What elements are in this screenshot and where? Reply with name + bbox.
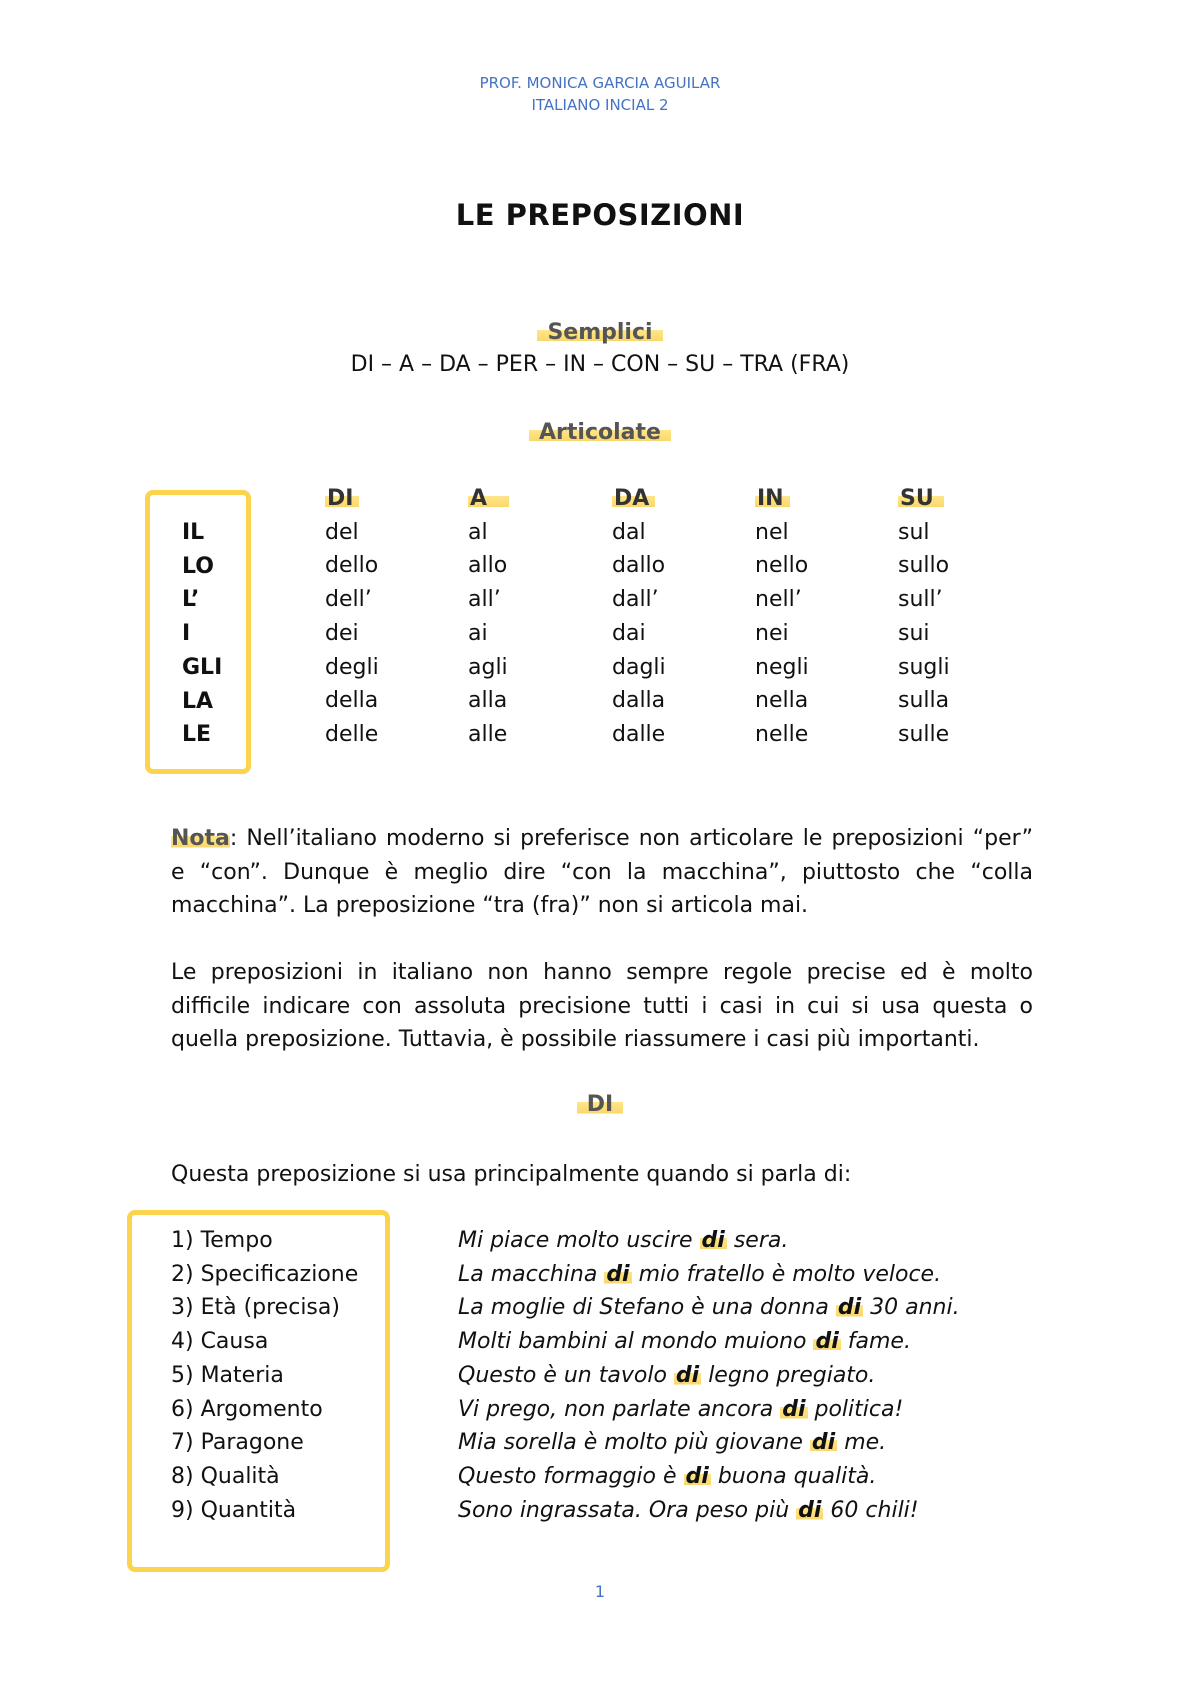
table-cell: dagli [612,654,666,680]
table-cell: sull’ [898,587,943,613]
example-sentence: Molti bambini al mondo muiono di fame. [458,1329,911,1355]
semplici-heading-text: Semplici [537,320,662,345]
table-cell: sulle [898,721,950,747]
column-header: A [468,486,509,511]
table-cell: nel [755,519,789,545]
articolate-heading-text: Articolate [529,420,671,445]
nota-text: : Nell’italiano moderno si preferisce non articolare le preposizioni “per” e “con”. Dunque è meglio dire “con la macchina”, piuttosto che “colla macchina”. La preposizione “tra (fra)” non si articola mai. [171,826,1033,919]
di-intro: Questa preposizione si usa principalmente quando si parla di: [171,1162,852,1187]
header-author: PROF. MONICA GARCIA AGUILAR [479,74,721,92]
table-cell: delle [325,721,379,747]
list-item: 6) Argomento [171,1396,323,1422]
list-item: 1) Tempo [171,1228,273,1253]
column-header: IN [755,486,790,511]
di-heading-text: DI [577,1092,623,1117]
uses-list [171,1224,358,1527]
table-cell: dei [325,620,359,646]
table-cell: ai [468,620,488,646]
page-title: LE PREPOSIZIONI [455,198,745,232]
table-cell: sulla [898,688,950,714]
column-in [755,482,809,752]
table-cell: del [325,519,359,545]
example-sentence: Vi prego, non parlate ancora di politica! [458,1396,904,1422]
table-cell: dai [612,620,646,646]
table-cell: dalle [612,721,666,747]
list-item: 3) Età (precisa) [171,1295,340,1321]
example-sentence: Sono ingrassata. Ora peso più di 60 chili! [458,1497,919,1523]
table-cell: sul [898,519,930,545]
list-item: 7) Paragone [171,1430,304,1456]
list-item: 4) Causa [171,1329,269,1355]
article-label: IL [182,520,205,545]
column-a [468,482,509,752]
di-heading [0,1092,1200,1117]
table-cell: dall’ [612,587,659,613]
table-cell: della [325,688,379,714]
article-label: LA [182,688,214,714]
example-sentence: Questo è un tavolo di legno pregiato. [458,1362,876,1388]
examples-list [458,1224,960,1527]
table-cell: dello [325,553,379,579]
table-cell: alla [468,688,508,714]
column-header: DA [612,486,655,511]
column-header: DI [325,486,359,511]
list-item: 5) Materia [171,1362,284,1388]
list-item: 8) Qualità [171,1463,280,1489]
article-labels [182,516,222,752]
articolate-heading [0,420,1200,445]
semplici-heading [0,320,1200,345]
example-sentence: Mi piace molto uscire di sera. [458,1228,789,1253]
table-cell: sugli [898,654,950,680]
article-label: LE [182,722,212,748]
example-sentence: La macchina di mio fratello è molto veloce. [458,1261,942,1287]
table-cell: dell’ [325,587,372,613]
table-cell: agli [468,654,508,680]
table-cell: degli [325,654,379,680]
table-cell: nelle [755,721,809,747]
table-cell: nei [755,620,789,646]
table-cell: nella [755,688,809,714]
article-label: I [182,621,191,647]
header-course: ITALIANO INCIAL 2 [531,96,669,114]
table-cell: sui [898,620,930,646]
column-da [612,482,666,752]
example-sentence: La moglie di Stefano è una donna di 30 anni. [458,1295,960,1321]
nota-paragraph [171,822,1033,923]
semplici-list: DI – A – DA – PER – IN – CON – SU – TRA (FRA) [350,352,850,377]
table-cell: nello [755,553,809,579]
page-number: 1 [594,1582,606,1601]
table-cell: negli [755,654,809,680]
table-cell: all’ [468,587,501,613]
table-cell: al [468,519,488,545]
article-label: GLI [182,654,223,680]
article-label: LO [182,553,214,579]
table-cell: dal [612,519,646,545]
example-sentence: Mia sorella è molto più giovane di me. [458,1430,887,1456]
table-cell: dallo [612,553,666,579]
list-item: 9) Quantità [171,1497,297,1523]
example-sentence: Questo formaggio è di buona qualità. [458,1463,877,1489]
nota-label: Nota [171,826,230,851]
table-cell: allo [468,553,508,579]
column-di [325,482,379,752]
table-cell: nell’ [755,587,802,613]
list-item: 2) Specificazione [171,1261,359,1287]
column-su [898,482,950,752]
table-cell: alle [468,721,508,747]
table-cell: sullo [898,553,950,579]
table-cell: dalla [612,688,666,714]
article-label: L’ [182,587,200,613]
intro-paragraph: Le preposizioni in italiano non hanno sempre regole precise ed è molto difficile indicare con assoluta precisione tutti i casi in cui si usa questa o quella preposizione. Tuttavia, è possibile riassumere i casi più importanti. [171,960,1033,1053]
column-header: SU [898,486,944,511]
